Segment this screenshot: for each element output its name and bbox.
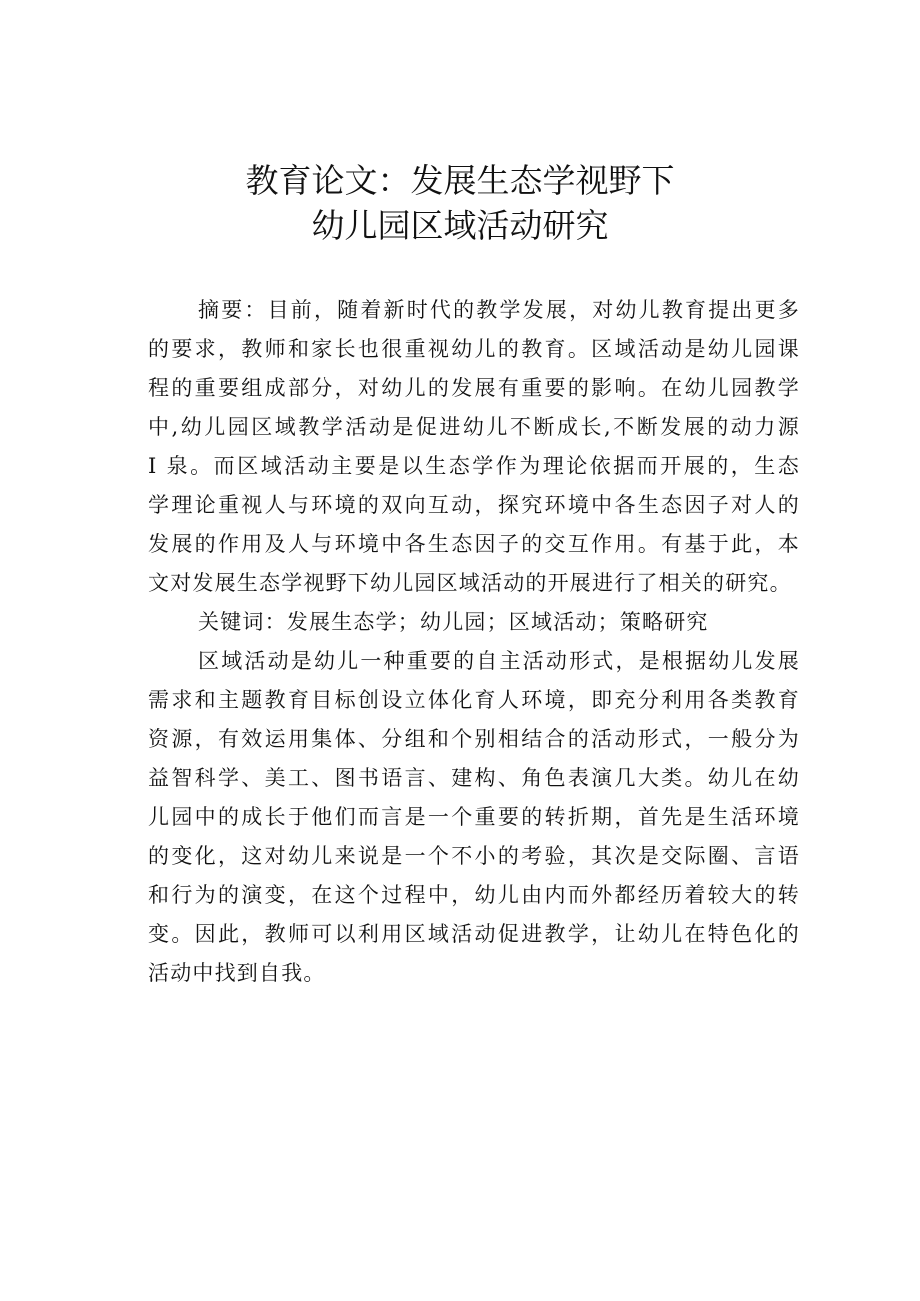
paragraph-line: 需求和主题教育目标创设立体化育人环境，即充分利用各类教育 — [148, 688, 800, 712]
paragraph-line: 区域活动是幼儿一种重要的自主活动形式，是根据幼儿发展 — [198, 649, 800, 673]
abstract-line: 的要求，教师和家长也很重视幼儿的教育。区域活动是幼儿园课 — [148, 337, 800, 361]
abstract-line: 学理论重视人与环境的双向互动，探究环境中各生态因子对人的 — [148, 493, 800, 517]
paragraph-line: 变。因此，教师可以利用区域活动促进教学，让幼儿在特色化的 — [148, 922, 800, 946]
abstract-line: I 泉。而区域活动主要是以生态学作为理论依据而开展的，生态 — [148, 454, 800, 478]
paragraph-line: 活动中找到自我。 — [148, 961, 326, 985]
paragraph-line: 的变化，这对幼儿来说是一个不小的考验，其次是交际圈、言语 — [148, 844, 800, 868]
paragraph-line: 益智科学、美工、图书语言、建构、角色表演几大类。幼儿在幼 — [148, 766, 800, 790]
abstract-line: 摘要：目前，随着新时代的教学发展，对幼儿教育提出更多 — [198, 298, 800, 322]
abstract-line: 中,幼儿园区域教学活动是促进幼儿不断成长,不断发展的动力源 — [148, 415, 800, 439]
abstract-line: 发展的作用及人与环境中各生态因子的交互作用。有基于此，本 — [148, 532, 800, 556]
title-line-1: 教育论文：发展生态学视野下 — [245, 161, 675, 200]
abstract-line: 文对发展生态学视野下幼儿园区域活动的开展进行了相关的研究。 — [148, 571, 792, 595]
paragraph-line: 儿园中的成长于他们而言是一个重要的转折期，首先是生活环境 — [148, 805, 800, 829]
paragraph-line: 和行为的演变，在这个过程中，幼儿由内而外都经历着较大的转 — [148, 883, 800, 907]
document-body — [148, 292, 800, 994]
paragraph-line: 资源，有效运用集体、分组和个别相结合的活动形式，一般分为 — [148, 727, 800, 751]
abstract-line: 程的重要组成部分，对幼儿的发展有重要的影响。在幼儿园教学 — [148, 376, 800, 400]
title-line-2: 幼儿园区域活动研究 — [311, 206, 609, 245]
keywords-line: 关键词：发展生态学；幼儿园；区域活动；策略研究 — [198, 610, 709, 634]
